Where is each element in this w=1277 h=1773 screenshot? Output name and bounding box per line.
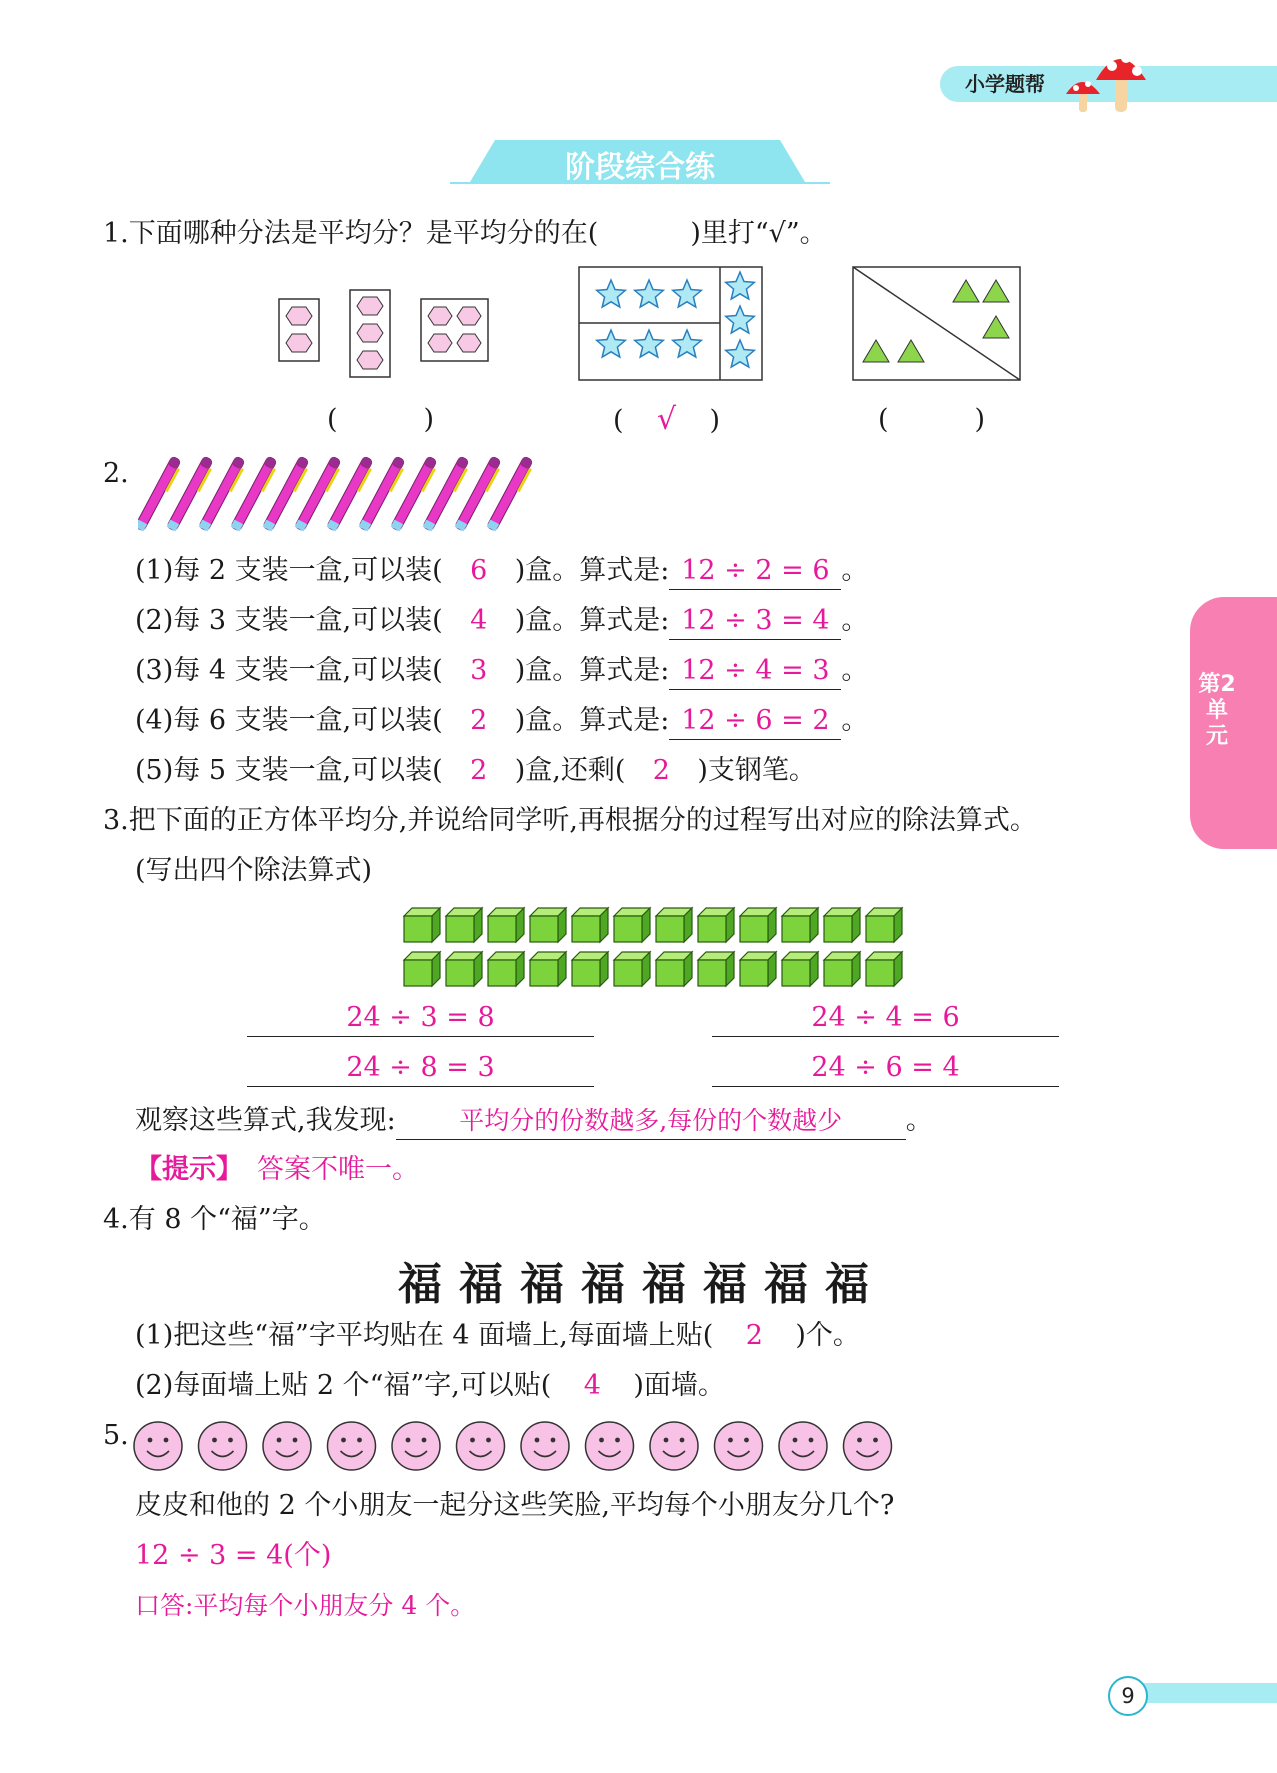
q3-formula-2: 24 ÷ 4 = 6 [712,1000,1059,1037]
q1-text-before: 下面哪种分法是平均分？是平均分的在( [128,218,599,249]
q4-line: 4.有 8 个“福”字。 [103,1204,326,1235]
q2-item-2: (2)每 3 支装一盒,可以装( 4 )盒。算式是: 12 ÷ 3 = 4 。 [135,603,868,640]
cubes-illustration [400,900,910,990]
q5-question: 皮皮和他的 2 个小朋友一起分这些笑脸,平均每个小朋友分几个? [135,1490,895,1521]
smiley-face-icon [457,1422,505,1470]
q5-number: 5. [103,1420,129,1451]
q1-answer-2: ( √ ) [613,402,721,437]
q2-item-5: (5)每 5 支装一盒,可以装( 2 )盒,还剩( 2 )支钢笔。 [135,755,816,786]
smiley-face-icon [263,1422,311,1470]
cube-shape [530,952,566,986]
q2-item-3: (3)每 4 支装一盒,可以装( 3 )盒。算式是: 12 ÷ 4 = 3 。 [135,653,868,690]
cube-shape [782,952,818,986]
cube-shape [572,908,608,942]
cube-shape [698,908,734,942]
q1-answer-1: ( ) [327,404,435,435]
smiley-face-icon [199,1422,247,1470]
smiley-face-icon [844,1422,892,1470]
smiley-face-icon [586,1422,634,1470]
cube-shape [614,908,650,942]
hexagon-box-3 [349,289,395,379]
q1-line [103,216,827,252]
smiley-face-icon [715,1422,763,1470]
fu-characters: 福福福福福福福福 [398,1259,886,1310]
q2-number: 2. [103,458,129,489]
section-title [450,140,830,184]
q4-item-1: (1)把这些“福”字平均贴在 4 面墙上,每面墙上贴( 2 )个。 [135,1320,860,1351]
title-text: 阶段综合练 [565,150,715,185]
q2-item-4: (4)每 6 支装一盒,可以装( 2 )盒。算式是: 12 ÷ 6 = 2 。 [135,703,868,740]
q3-formula-3: 24 ÷ 8 = 3 [247,1050,594,1087]
cube-shape [404,908,440,942]
cube-shape [866,908,902,942]
q3-sub: (写出四个除法算式) [135,855,373,886]
q3-observe: 观察这些算式,我发现: 平均分的份数越多,每份的个数越少 。 [135,1103,933,1140]
star-panel [578,266,764,382]
q1-number: 1. [103,218,129,249]
hexagon-box-4 [420,298,492,364]
smiley-faces [130,1418,900,1474]
cube-shape [824,908,860,942]
smiley-face-icon [779,1422,827,1470]
cube-shape [656,952,692,986]
q1-answer-3: ( ) [878,404,986,435]
cube-shape [698,952,734,986]
cube-shape [614,952,650,986]
hint-label: 【提示】 [135,1154,243,1185]
cube-shape [572,952,608,986]
smiley-face-icon [328,1422,376,1470]
q3-formula-4: 24 ÷ 6 = 4 [712,1050,1059,1087]
q5-formula: 12 ÷ 3 = 4(个) [135,1540,332,1571]
q3-hint [135,1152,419,1188]
hexagon-box-2 [278,298,332,364]
q3-formula-1: 24 ÷ 3 = 8 [247,1000,594,1037]
cube-shape [824,952,860,986]
q5-answer: 口答:平均每个小朋友分 4 个。 [135,1591,476,1620]
cube-shape [488,952,524,986]
cube-shape [866,952,902,986]
smiley-face-icon [650,1422,698,1470]
smiley-face-icon [521,1422,569,1470]
cube-shape [740,908,776,942]
pens-illustration [138,455,548,535]
cube-shape [404,952,440,986]
smiley-face-icon [392,1422,440,1470]
q4-item-2: (2)每面墙上贴 2 个“福”字,可以贴( 4 )面墙。 [135,1370,725,1401]
cube-shape [740,952,776,986]
cube-shape [446,952,482,986]
cube-shape [446,908,482,942]
cube-shape [488,908,524,942]
cube-shape [656,908,692,942]
hint-text: 答案不唯一。 [257,1154,419,1185]
smiley-face-icon [134,1422,182,1470]
triangle-panel [852,266,1022,382]
q2-item-1: (1)每 2 支装一盒,可以装( 6 )盒。算式是: 12 ÷ 2 = 6 。 [135,553,868,590]
q1-text-after: )里打“√”。 [690,218,827,249]
unit-tab-label: 第2单元 [1198,672,1236,749]
mushroom-icon [1060,44,1150,116]
q3-line: 3.把下面的正方体平均分,并说给同学听,再根据分的过程写出对应的除法算式。 [103,805,1037,836]
brand-name: 小学题帮 [965,72,1045,96]
page-number: 9 [1108,1676,1148,1716]
cube-shape [530,908,566,942]
cube-shape [782,908,818,942]
